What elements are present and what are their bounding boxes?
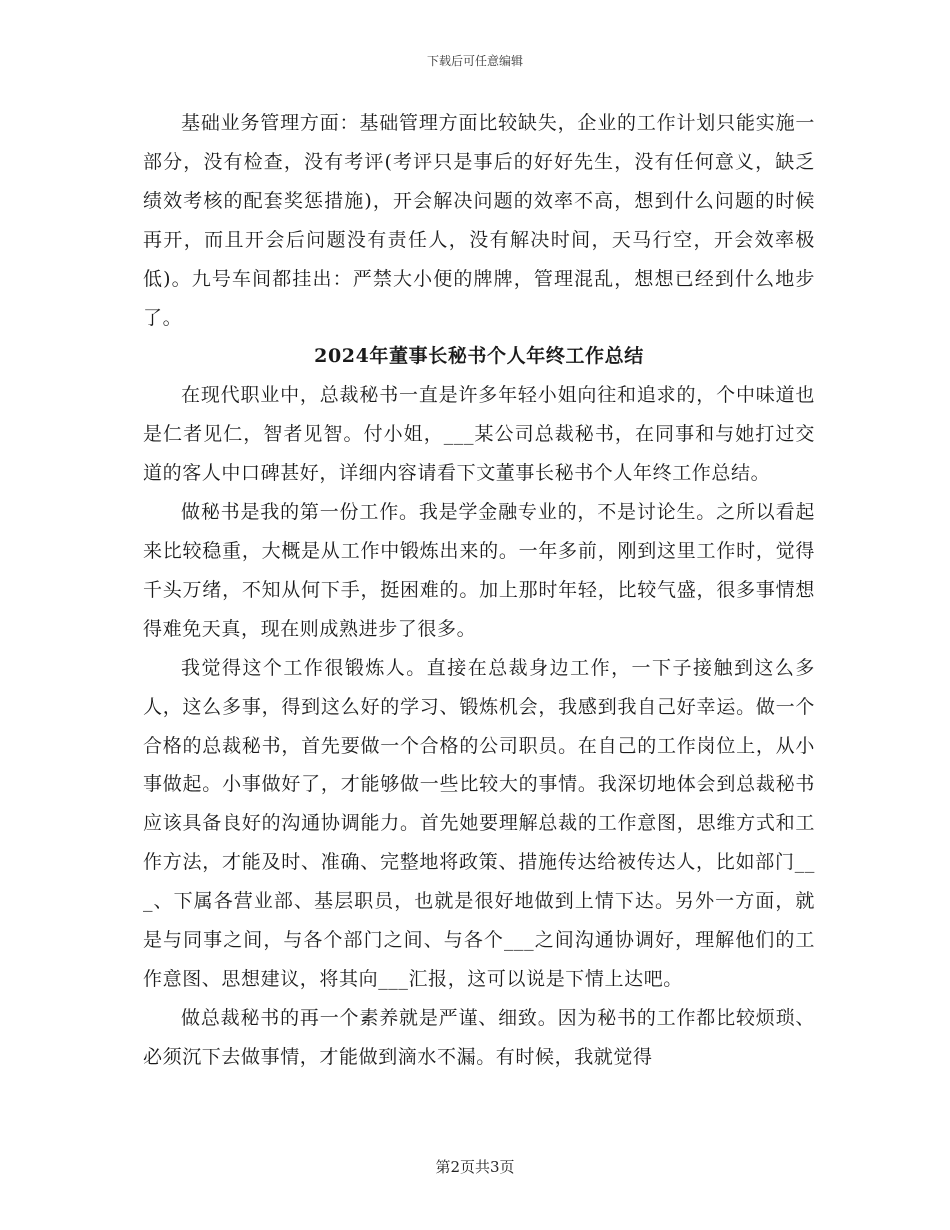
- paragraph-rigor: 做总裁秘书的再一个素养就是严谨、细致。因为秘书的工作都比较烦琐、必须沉下去做事情，才能做到滴水不漏。有时候，我就觉得: [143, 1006, 815, 1068]
- document-body: [143, 104, 815, 1077]
- paragraph-training: 我觉得这个工作很锻炼人。直接在总裁身边工作，一下子接触到这么多人，这么多事，得到这么好的学习、锻炼机会，我感到我自己好幸运。做一个合格的总裁秘书，首先要做一个合格的公司职员。在自己的工作岗位上，从小事做起。小事做好了，才能够做一些比较大的事情。我深切地体会到总裁秘书应该具备良好的沟通协调能力。首先她要理解总裁的工作意图，思维方式和工作方法，才能及时、准确、完整地将政策、措施传达给被传达人，比如部门___、下属各营业部、基层职员，也就是很好地做到上情下达。另外一方面，就是与同事之间，与各个部门之间、与各个___之间沟通协调好，理解他们的工作意图、思想建议，将其向___汇报，这可以说是下情上达吧。: [143, 656, 815, 990]
- section-title: 2024年董事长秘书个人年终工作总结: [314, 345, 644, 368]
- page-header: 下载后可任意编辑: [426, 54, 523, 68]
- paragraph-intro: 在现代职业中，总裁秘书一直是许多年轻小姐向往和追求的，个中味道也是仁者见仁，智者见智。付小姐，___某公司总裁秘书，在同事和与她打过交道的客人中口碑甚好，详细内容请看下文董事长秘书个人年终工作总结。: [143, 384, 815, 485]
- page-footer: 第2页共3页: [435, 1158, 515, 1176]
- paragraph-first-job: 做秘书是我的第一份工作。我是学金融专业的，不是讨论生。之所以看起来比较稳重，大概是从工作中锻炼出来的。一年多前，刚到这里工作时，觉得千头万绪，不知从何下手，挺困难的。加上那时年轻，比较气盛，很多事情想得难免天真，现在则成熟进步了很多。: [143, 501, 815, 640]
- paragraph-management: 基础业务管理方面：基础管理方面比较缺失，企业的工作计划只能实施一部分，没有检查，没有考评(考评只是事后的好好先生，没有任何意义，缺乏绩效考核的配套奖惩措施)，开会解决问题的效率不高，想到什么问题的时候再开，而且开会后问题没有责任人，没有解决时间，天马行空，开会效率极低)。九号车间都挂出：严禁大小便的牌牌，管理混乱，想想已经到什么地步了。: [143, 112, 815, 329]
